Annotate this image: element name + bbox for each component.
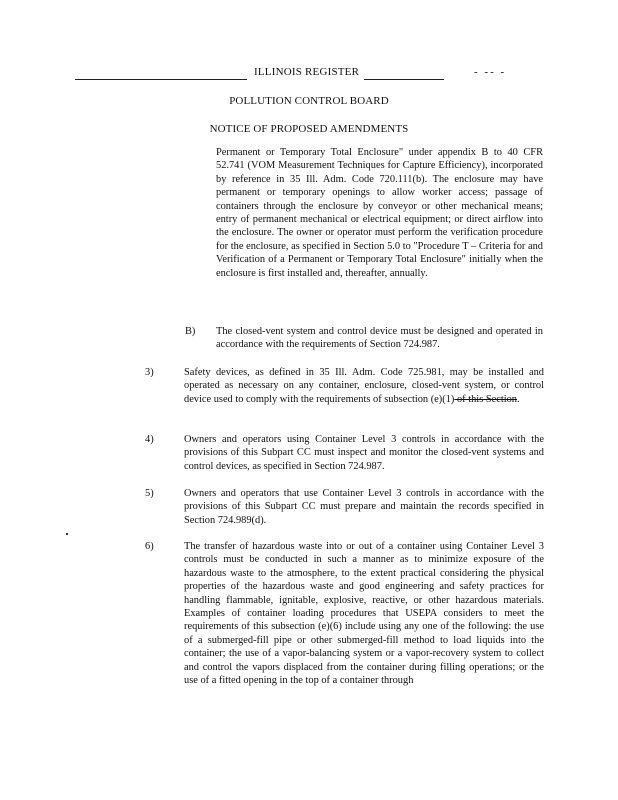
item-text: Owners and operators using Container Level 3 controls in accordance with the provisions of this Subpart CC must inspect and monitor the closed-vent systems and control devices, as specified in Section 724.987.	[184, 434, 544, 472]
item-text: Owners and operators that use Container Level 3 controls in accordance with the provisions of this Subpart CC must prepare and maintain the records specified in Section 724.989(d).	[184, 488, 544, 526]
continuation-paragraph: Permanent or Temporary Total Enclosure" under appendix B to 40 CFR 52.741 (VOM Measurement Techniques for Capture Efficiency), incorporated by reference in 35 Ill. Adm. Code 720.111(b). The enclosure may have permanent or temporary openings to allow worker access; passage of containers through the enclosure by conveyor or other mechanical means; entry of permanent mechanical or electrical equipment; or direct airflow into the enclosure. The owner or operator must perform the verification procedure for the enclosure, as specified in Section 5.0 to "Procedure T – Criteria for and Verification of a Permanent or Temporary Total Enclosure" initially when the enclosure is first installed and, thereafter, annually.	[216, 147, 543, 279]
item-number: B)	[185, 326, 196, 337]
page-number-mark: - -- -	[474, 66, 507, 78]
item-text-tail: .	[517, 393, 520, 405]
item-text-main: Safety devices, as defined in 35 Ill. Adm. Code 725.981, may be installed and operated as necessary on any container, enclosure, closed-vent system, or control device used to comply with the requirements of subsection (e)(1)	[184, 367, 544, 405]
item-number: 4)	[145, 434, 154, 445]
header-rule-right	[364, 79, 444, 80]
notice-title: NOTICE OF PROPOSED AMENDMENTS	[209, 123, 409, 135]
item-text: The transfer of hazardous waste into or out of a container using Container Level 3 controls must be conducted in such a manner as to minimize exposure of the hazardous waste to the atmosphere, to the extent practical considering the physical properties of the hazardous waste and good engineering and safety practices for handling flammable, ignitable, explosive, reactive, or other hazardous materials. Examples of container loading procedures that USEPA considers to meet the requirements of this subsection (e)(6) include using any one of the following: the use of a submerged-fill pipe or other submerged-fill method to load liquids into the container; the use of a vapor-balancing system or a vapor-recovery system to collect and control the vapors displaced from the container during filling operations; or the use of a fitted opening in the top of a container through	[184, 541, 544, 687]
margin-mark	[66, 533, 68, 535]
item-number: 3)	[145, 367, 154, 378]
register-title: ILLINOIS REGISTER	[254, 66, 360, 78]
item-text: The closed-vent system and control device must be designed and operated in accordance with the requirements of Section 724.987.	[216, 326, 543, 351]
struck-text: of this Section	[454, 393, 518, 405]
agency-name: POLLUTION CONTROL BOARD	[229, 95, 389, 107]
item-number: 6)	[145, 541, 154, 552]
header-rule-left	[75, 79, 247, 80]
item-text	[184, 366, 544, 406]
item-number: 5)	[145, 488, 154, 499]
